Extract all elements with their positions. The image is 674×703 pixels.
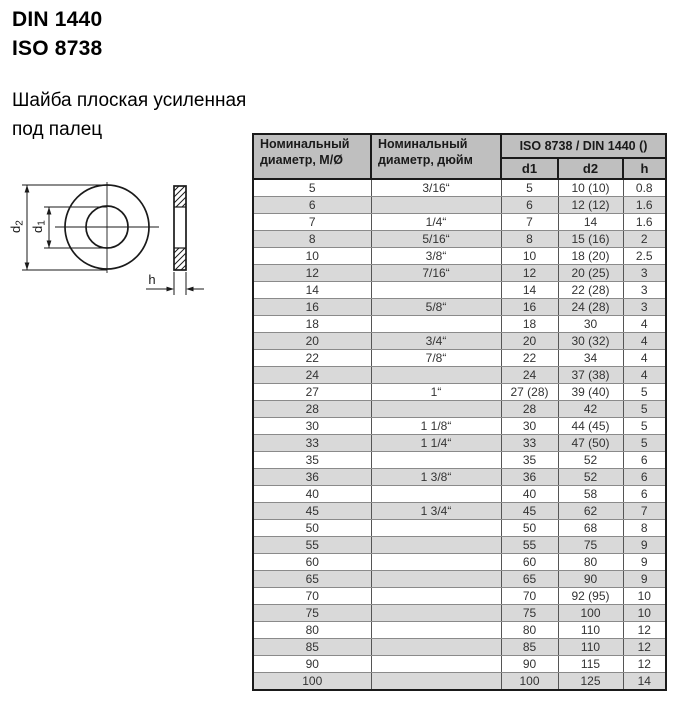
cell-nominal-inch — [371, 537, 501, 554]
col-header-d1: d1 — [501, 158, 558, 179]
cell-d1: 8 — [501, 231, 558, 248]
cell-h: 1.6 — [623, 214, 666, 231]
cell-d2: 110 — [558, 639, 623, 656]
cell-h: 14 — [623, 673, 666, 691]
cell-nominal-mm: 16 — [253, 299, 371, 316]
cell-h: 6 — [623, 486, 666, 503]
cell-h: 4 — [623, 333, 666, 350]
cell-nominal-inch — [371, 639, 501, 656]
cell-d2: 18 (20) — [558, 248, 623, 265]
cell-h: 8 — [623, 520, 666, 537]
cell-nominal-mm: 14 — [253, 282, 371, 299]
cell-d2: 14 — [558, 214, 623, 231]
cell-h: 2.5 — [623, 248, 666, 265]
cell-nominal-inch — [371, 554, 501, 571]
cell-nominal-mm: 5 — [253, 179, 371, 197]
cell-nominal-inch: 5/8“ — [371, 299, 501, 316]
cell-nominal-inch — [371, 571, 501, 588]
cell-nominal-mm: 85 — [253, 639, 371, 656]
cell-d2: 47 (50) — [558, 435, 623, 452]
table-row — [253, 265, 666, 282]
cell-nominal-inch — [371, 588, 501, 605]
cell-nominal-mm: 8 — [253, 231, 371, 248]
cell-d2: 10 (10) — [558, 179, 623, 197]
cell-d2: 100 — [558, 605, 623, 622]
table-row — [253, 401, 666, 418]
cell-nominal-inch — [371, 401, 501, 418]
table-row — [253, 333, 666, 350]
cell-d1: 10 — [501, 248, 558, 265]
cell-nominal-mm: 50 — [253, 520, 371, 537]
cell-nominal-mm: 70 — [253, 588, 371, 605]
cell-d2: 52 — [558, 452, 623, 469]
cell-nominal-inch: 7/16“ — [371, 265, 501, 282]
cell-d2: 24 (28) — [558, 299, 623, 316]
cell-nominal-mm: 30 — [253, 418, 371, 435]
cell-d2: 68 — [558, 520, 623, 537]
cell-nominal-mm: 80 — [253, 622, 371, 639]
cell-d2: 20 (25) — [558, 265, 623, 282]
cell-d2: 34 — [558, 350, 623, 367]
table-row — [253, 673, 666, 691]
cell-d1: 30 — [501, 418, 558, 435]
table-row — [253, 435, 666, 452]
col-header-nominal-inch: Номинальный диаметр, дюйм — [371, 134, 501, 179]
table-row — [253, 367, 666, 384]
cell-h: 5 — [623, 384, 666, 401]
cell-nominal-inch: 5/16“ — [371, 231, 501, 248]
cell-d1: 22 — [501, 350, 558, 367]
h-dimension — [146, 272, 204, 295]
cell-d1: 90 — [501, 656, 558, 673]
cell-nominal-inch — [371, 673, 501, 691]
table-row — [253, 520, 666, 537]
table-header — [253, 134, 666, 179]
cell-nominal-mm: 45 — [253, 503, 371, 520]
cell-d2: 15 (16) — [558, 231, 623, 248]
cell-d1: 36 — [501, 469, 558, 486]
cell-d1: 100 — [501, 673, 558, 691]
table-row — [253, 537, 666, 554]
cell-d1: 33 — [501, 435, 558, 452]
cell-d1: 60 — [501, 554, 558, 571]
cell-nominal-inch — [371, 605, 501, 622]
cell-d1: 20 — [501, 333, 558, 350]
product-title-line2: под палец — [12, 119, 103, 140]
cell-nominal-inch — [371, 486, 501, 503]
cell-h: 10 — [623, 588, 666, 605]
front-view — [55, 182, 159, 273]
cell-nominal-inch: 1 1/4“ — [371, 435, 501, 452]
cell-d1: 28 — [501, 401, 558, 418]
table-row — [253, 571, 666, 588]
table-row — [253, 350, 666, 367]
table-row — [253, 469, 666, 486]
cell-nominal-mm: 20 — [253, 333, 371, 350]
cell-d2: 12 (12) — [558, 197, 623, 214]
standards-block — [12, 5, 102, 63]
table-row — [253, 588, 666, 605]
cell-nominal-mm: 33 — [253, 435, 371, 452]
cell-nominal-mm: 27 — [253, 384, 371, 401]
cell-h: 6 — [623, 469, 666, 486]
table-row — [253, 214, 666, 231]
table-row — [253, 316, 666, 333]
cell-d2: 39 (40) — [558, 384, 623, 401]
cell-d2: 62 — [558, 503, 623, 520]
table-row — [253, 197, 666, 214]
cell-h: 12 — [623, 622, 666, 639]
cell-d2: 90 — [558, 571, 623, 588]
cell-d2: 37 (38) — [558, 367, 623, 384]
cell-h: 3 — [623, 299, 666, 316]
cell-nominal-mm: 100 — [253, 673, 371, 691]
cell-nominal-inch: 3/16“ — [371, 179, 501, 197]
cell-nominal-inch: 1/4“ — [371, 214, 501, 231]
cell-d2: 92 (95) — [558, 588, 623, 605]
cell-nominal-mm: 6 — [253, 197, 371, 214]
table-row — [253, 452, 666, 469]
hatch-top — [174, 186, 186, 207]
cell-nominal-mm: 36 — [253, 469, 371, 486]
standard-din: DIN 1440 — [12, 8, 103, 31]
cell-h: 1.6 — [623, 197, 666, 214]
cell-d1: 27 (28) — [501, 384, 558, 401]
side-view — [174, 186, 186, 270]
cell-d1: 85 — [501, 639, 558, 656]
cell-nominal-inch — [371, 656, 501, 673]
cell-h: 12 — [623, 656, 666, 673]
table-row — [253, 503, 666, 520]
cell-nominal-mm: 40 — [253, 486, 371, 503]
product-title — [12, 86, 246, 144]
cell-h: 12 — [623, 639, 666, 656]
cell-d2: 80 — [558, 554, 623, 571]
cell-d1: 80 — [501, 622, 558, 639]
cell-h: 10 — [623, 605, 666, 622]
standard-iso: ISO 8738 — [12, 37, 103, 60]
col-header-d2: d2 — [558, 158, 623, 179]
cell-h: 3 — [623, 265, 666, 282]
cell-d1: 6 — [501, 197, 558, 214]
cell-nominal-inch: 1 1/8“ — [371, 418, 501, 435]
h-label: h — [148, 272, 156, 287]
cell-d1: 16 — [501, 299, 558, 316]
table-row — [253, 605, 666, 622]
product-title-line1: Шайба плоская усиленная — [12, 90, 247, 111]
cell-d2: 75 — [558, 537, 623, 554]
col-header-h: h — [623, 158, 666, 179]
cell-nominal-inch — [371, 197, 501, 214]
cell-d1: 35 — [501, 452, 558, 469]
cell-d1: 70 — [501, 588, 558, 605]
cell-d1: 7 — [501, 214, 558, 231]
cell-h: 5 — [623, 418, 666, 435]
table-row — [253, 282, 666, 299]
cell-d2: 22 (28) — [558, 282, 623, 299]
cell-nominal-mm: 10 — [253, 248, 371, 265]
cell-h: 3 — [623, 282, 666, 299]
table-body — [253, 179, 666, 690]
cell-h: 6 — [623, 452, 666, 469]
cell-d2: 58 — [558, 486, 623, 503]
cell-h: 5 — [623, 401, 666, 418]
table-row — [253, 384, 666, 401]
cell-nominal-mm: 60 — [253, 554, 371, 571]
hatch-bottom — [174, 248, 186, 270]
cell-nominal-mm: 28 — [253, 401, 371, 418]
cell-d2: 52 — [558, 469, 623, 486]
d2-label: d2 — [8, 220, 26, 233]
cell-d1: 75 — [501, 605, 558, 622]
cell-nominal-mm: 18 — [253, 316, 371, 333]
cell-h: 7 — [623, 503, 666, 520]
cell-nominal-inch: 1 3/8“ — [371, 469, 501, 486]
cell-nominal-inch: 1“ — [371, 384, 501, 401]
cell-d2: 30 (32) — [558, 333, 623, 350]
table-row — [253, 639, 666, 656]
table-row — [253, 486, 666, 503]
cell-nominal-inch: 3/4“ — [371, 333, 501, 350]
cell-h: 9 — [623, 537, 666, 554]
cell-h: 9 — [623, 554, 666, 571]
table-row — [253, 554, 666, 571]
cell-nominal-inch — [371, 452, 501, 469]
cell-d1: 12 — [501, 265, 558, 282]
cell-d1: 45 — [501, 503, 558, 520]
cell-nominal-mm: 75 — [253, 605, 371, 622]
cell-d2: 110 — [558, 622, 623, 639]
cell-nominal-mm: 35 — [253, 452, 371, 469]
cell-d1: 55 — [501, 537, 558, 554]
cell-d2: 125 — [558, 673, 623, 691]
cell-nominal-inch — [371, 520, 501, 537]
table-row — [253, 231, 666, 248]
washer-technical-drawing — [5, 176, 245, 302]
cell-d1: 65 — [501, 571, 558, 588]
d2-dimension — [8, 185, 107, 270]
cell-nominal-mm: 7 — [253, 214, 371, 231]
cell-nominal-mm: 24 — [253, 367, 371, 384]
cell-nominal-mm: 90 — [253, 656, 371, 673]
table-row — [253, 299, 666, 316]
cell-d1: 50 — [501, 520, 558, 537]
cell-h: 4 — [623, 367, 666, 384]
cell-nominal-mm: 55 — [253, 537, 371, 554]
cell-nominal-mm: 12 — [253, 265, 371, 282]
d1-label: d1 — [30, 220, 48, 233]
cell-nominal-inch — [371, 316, 501, 333]
cell-d1: 18 — [501, 316, 558, 333]
cell-nominal-inch — [371, 367, 501, 384]
col-header-standards-group: ISO 8738 / DIN 1440 () — [501, 134, 666, 158]
cell-nominal-inch: 3/8“ — [371, 248, 501, 265]
col-header-nominal-mm: Номинальный диаметр, М/Ø — [253, 134, 371, 179]
table-row — [253, 622, 666, 639]
cell-h: 0.8 — [623, 179, 666, 197]
cell-nominal-inch: 1 3/4“ — [371, 503, 501, 520]
cell-d1: 5 — [501, 179, 558, 197]
cell-nominal-mm: 22 — [253, 350, 371, 367]
cell-nominal-inch: 7/8“ — [371, 350, 501, 367]
cell-nominal-inch — [371, 282, 501, 299]
cell-nominal-inch — [371, 622, 501, 639]
cell-h: 9 — [623, 571, 666, 588]
table-row — [253, 656, 666, 673]
cell-d1: 40 — [501, 486, 558, 503]
cell-h: 2 — [623, 231, 666, 248]
dimensions-table — [252, 133, 667, 691]
table-row — [253, 179, 666, 197]
cell-h: 4 — [623, 316, 666, 333]
cell-h: 5 — [623, 435, 666, 452]
cell-d2: 44 (45) — [558, 418, 623, 435]
cell-d1: 14 — [501, 282, 558, 299]
cell-d2: 30 — [558, 316, 623, 333]
cell-d1: 24 — [501, 367, 558, 384]
cell-nominal-mm: 65 — [253, 571, 371, 588]
table-row — [253, 248, 666, 265]
cell-d2: 42 — [558, 401, 623, 418]
cell-d2: 115 — [558, 656, 623, 673]
cell-h: 4 — [623, 350, 666, 367]
table-row — [253, 418, 666, 435]
